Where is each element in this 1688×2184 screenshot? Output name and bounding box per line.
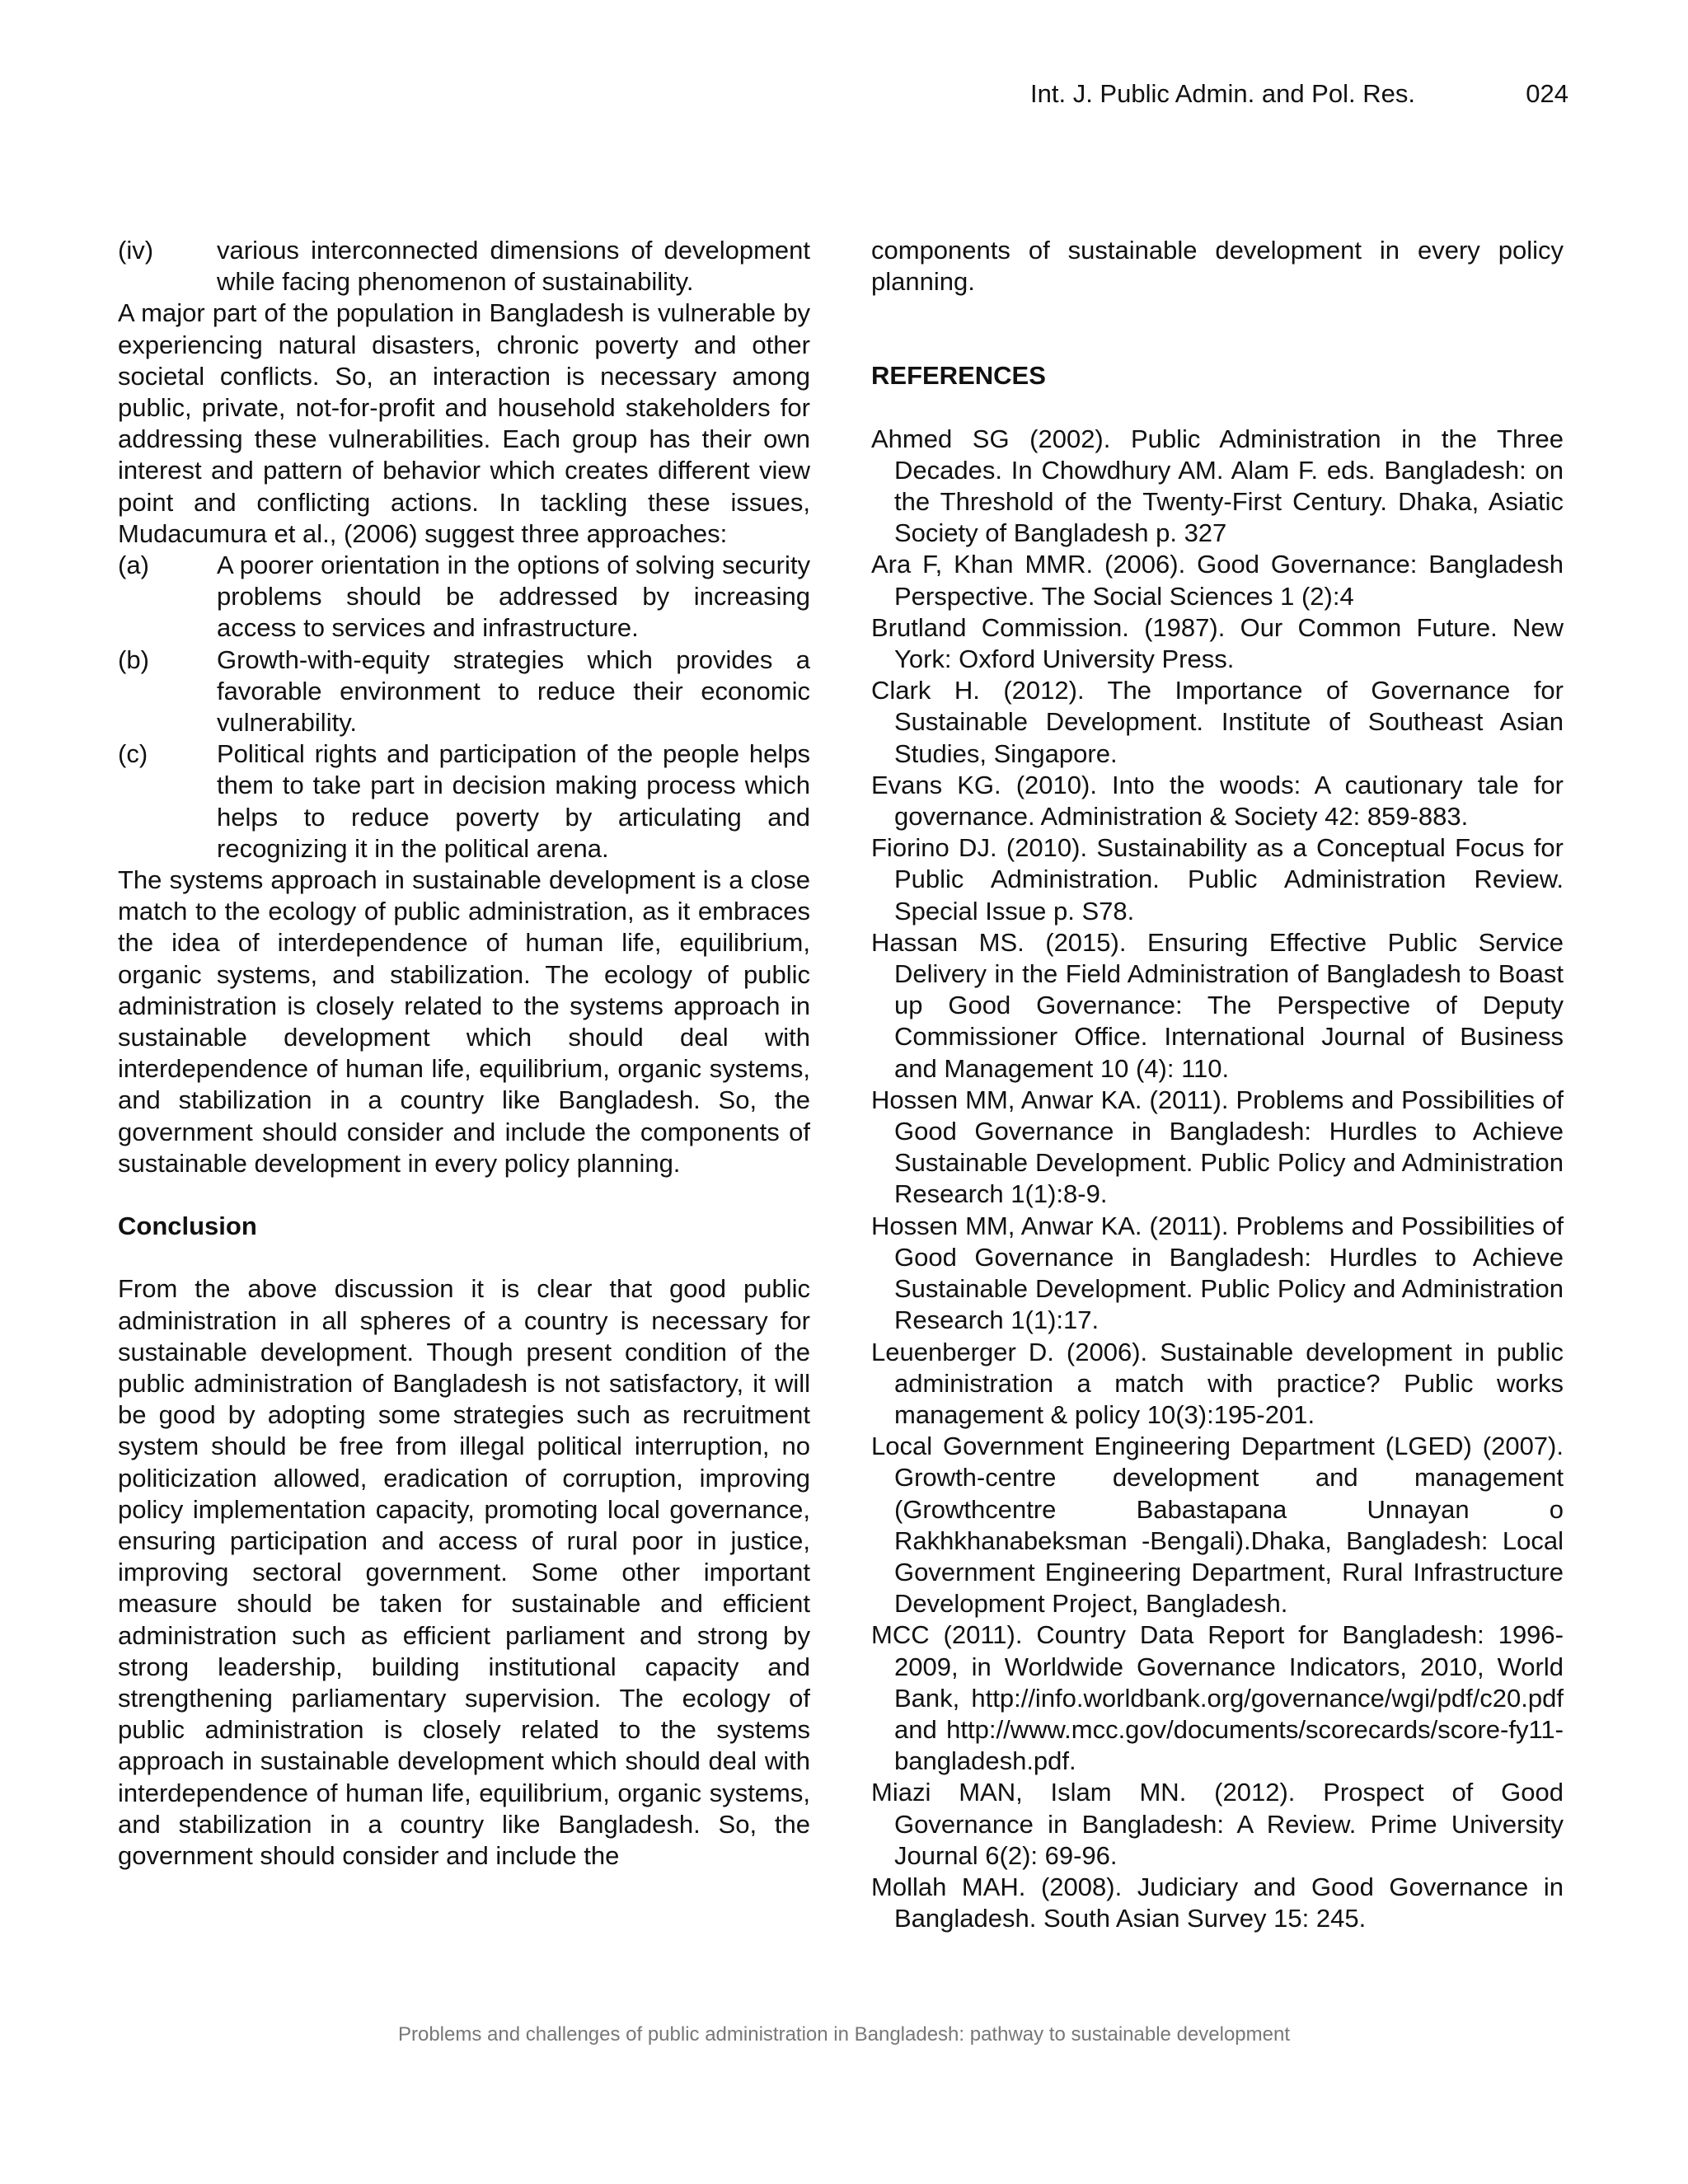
section-heading-references: REFERENCES <box>871 361 1046 391</box>
list-item-a <box>118 550 810 644</box>
continuation-paragraph: components of sustainable development in every policy planning. <box>871 236 1564 297</box>
reference-item: Hassan MS. (2015). Ensuring Effective Public Service Delivery in the Field Administration of Bangladesh to Boast up Good Governance: The Perspective of Deputy Commissioner Office. International Journal of Business and Management 10 (4): 110. <box>871 927 1564 1083</box>
reference-item: Hossen MM, Anwar KA. (2011). Problems and Possibilities of Good Governance in Bangladesh: Hurdles to Achieve Sustainable Development. Public Policy and Administration Research 1(1):17. <box>871 1211 1564 1335</box>
reference-item: Leuenberger D. (2006). Sustainable development in public administration a match with practice? Public works management & policy 10(3):195-201. <box>871 1337 1564 1429</box>
reference-item: Miazi MAN, Islam MN. (2012). Prospect of Good Governance in Bangladesh: A Review. Prime University Journal 6(2): 69-96. <box>871 1778 1564 1870</box>
reference-item: Evans KG. (2010). Into the woods: A cautionary tale for governance. Administration & Society 42: 859-883. <box>871 770 1564 832</box>
body-paragraph: The systems approach in sustainable development is a close match to the ecology of public administration, as it embraces the idea of interdependence of human life, equilibrium, organic systems, and stabilization. The ecology of public administration is closely related to the systems approach in sustainable development which should deal with interdependence of human life, equilibrium, organic systems, and stabilization in a country like Bangladesh. So, the government should consider and include the components of sustainable development in every policy planning. <box>118 865 810 1178</box>
journal-title: Int. J. Public Admin. and Pol. Res. <box>1030 79 1415 108</box>
item-text: A poorer orientation in the options of solving security problems should be addressed by increasing access to services and infrastructure. <box>217 551 810 643</box>
item-text: various interconnected dimensions of development while facing phenomenon of sustainability. <box>217 236 810 297</box>
left-column <box>118 235 810 1872</box>
reference-item: Fiorino DJ. (2010). Sustainability as a Conceptual Focus for Public Administration. Public Administration Review. Special Issue p. S78. <box>871 833 1564 926</box>
list-item-iv <box>118 235 810 298</box>
section-heading-conclusion: Conclusion <box>118 1212 257 1241</box>
running-footer: Problems and challenges of public administration in Bangladesh: pathway to sustainable development <box>397 2023 1290 2046</box>
right-column <box>871 235 1564 1934</box>
reference-item: MCC (2011). Country Data Report for Bangladesh: 1996-2009, in Worldwide Governance Indicators, 2010, World Bank, http://info.worldbank.org/governance/wgi/pdf/c20.pdf and http://www.mcc.gov/documents/scorecards/score-fy11-bangladesh.pdf. <box>871 1620 1564 1776</box>
reference-item: Brutland Commission. (1987). Our Common Future. New York: Oxford University Press. <box>871 612 1564 674</box>
reference-item: Ahmed SG (2002). Public Administration in the Three Decades. In Chowdhury AM. Alam F. eds. Bangladesh: on the Threshold of the Twenty-First Century. Dhaka, Asiatic Society of Bangladesh p. 327 <box>871 424 1564 548</box>
item-label: (b) <box>118 644 149 674</box>
reference-item: Ara F, Khan MMR. (2006). Good Governance: Bangladesh Perspective. The Social Sciences 1 (2):4 <box>871 550 1564 611</box>
item-text: Growth-with-equity strategies which provides a favorable environment to reduce their economic vulnerability. <box>217 644 810 738</box>
item-text: Political rights and participation of the people helps them to take part in decision making process which helps to reduce poverty by articulating and recognizing it in the political arena. <box>217 739 810 863</box>
reference-item: Clark H. (2012). The Importance of Governance for Sustainable Development. Institute of Southeast Asian Studies, Singapore. <box>871 676 1564 768</box>
list-item-c <box>118 738 810 865</box>
body-paragraph: A major part of the population in Bangladesh is vulnerable by experiencing natural disasters, chronic poverty and other societal conflicts. So, an interaction is necessary among public, private, not-for-profit and household stakeholders for addressing these vulnerabilities. Each group has their own interest and pattern of behavior which creates different view point and conflicting actions. In tackling these issues, Mudacumura et al., (2006) suggest three approaches: <box>118 298 810 548</box>
reference-item: Local Government Engineering Department (LGED) (2007). Growth-centre development and management (Growthcentre Babastapana Unnayan o Rakhkhanabeksman -Bengali).Dhaka, Bangladesh: Local Government Engineering Department, Rural Infrastructure Development Project, Bangladesh. <box>871 1432 1564 1619</box>
item-label: (a) <box>118 551 149 580</box>
item-label: (c) <box>118 739 148 769</box>
item-label: (iv) <box>118 236 154 265</box>
list-item-b <box>118 644 810 739</box>
reference-list <box>871 424 1564 1935</box>
page-number: 024 <box>1526 79 1568 108</box>
conclusion-paragraph: From the above discussion it is clear that good public administration in all spheres of a country is necessary for sustainable development. Though present condition of the public administration of Bangladesh is not satisfactory, it will be good by adopting some strategies such as recruitment system should be free from illegal political interruption, no politicization allowed, eradication of corruption, improving policy implementation capacity, promoting local governance, ensuring participation and access of rural poor in justice, improving sectoral government. Some other important measure should be taken for sustainable and efficient administration such as efficient parliament and strong by strong leadership, building institutional capacity and strengthening parliamentary supervision. The ecology of public administration is closely related to the systems approach in sustainable development which should deal with interdependence of human life, equilibrium, organic systems, and stabilization in a country like Bangladesh. So, the government should consider and include the <box>118 1274 810 1870</box>
reference-item: Mollah MAH. (2008). Judiciary and Good Governance in Bangladesh. South Asian Survey 15: 245. <box>871 1872 1564 1933</box>
reference-item: Hossen MM, Anwar KA. (2011). Problems and Possibilities of Good Governance in Bangladesh: Hurdles to Achieve Sustainable Development. Public Policy and Administration Research 1(1):8-9. <box>871 1085 1564 1209</box>
